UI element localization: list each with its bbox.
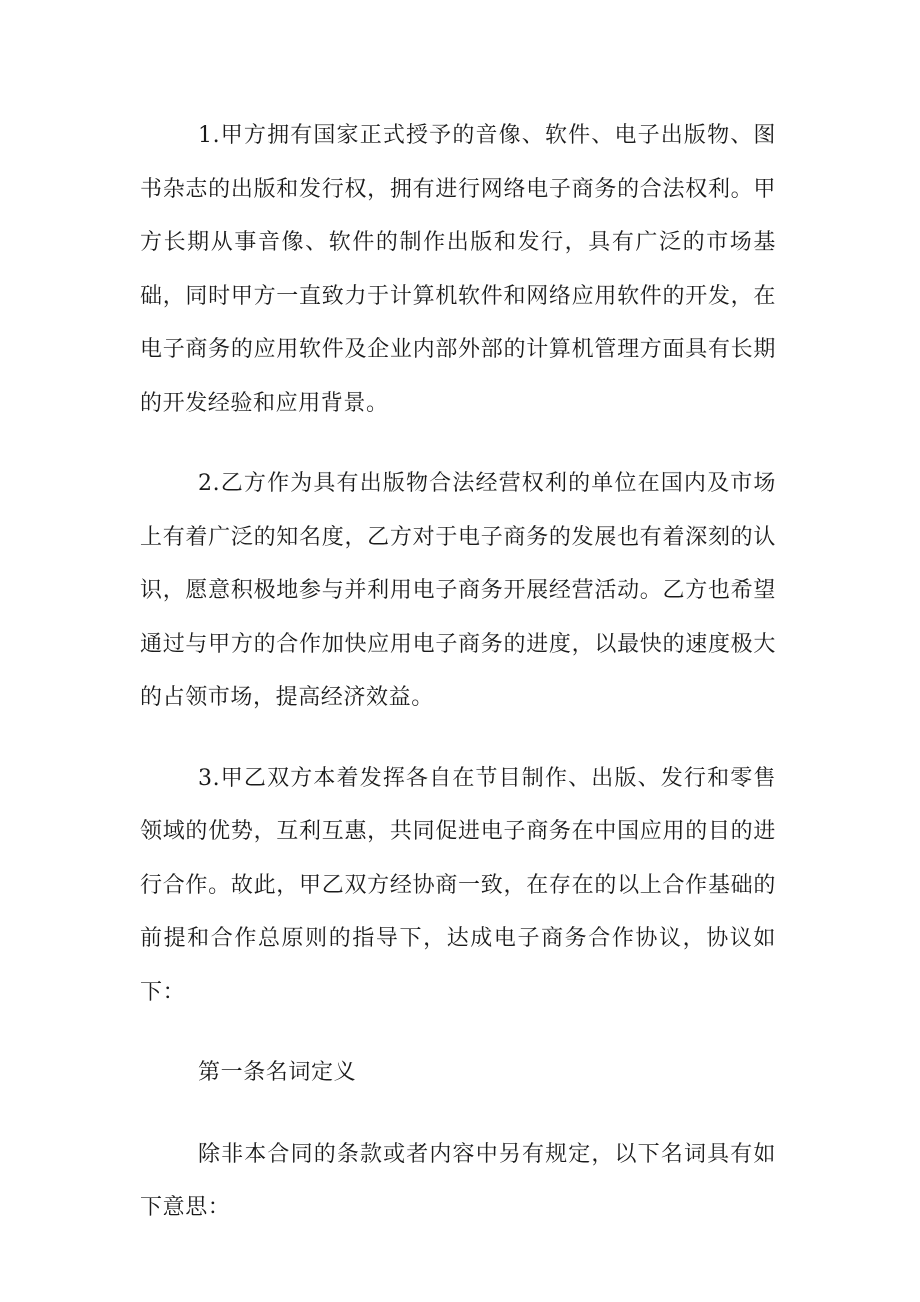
paragraph-cooperation: 3.甲乙双方本着发挥各自在节目制作、出版、发行和零售领域的优势，互利互惠，共同促进电子商务在中国应用的目的进行合作。故此，甲乙双方经协商一致，在存在的以上合作基础的前提和合作总原则的指导下，达成电子商务合作协议，协议如下： [140, 765, 776, 1005]
paragraph-definitions: 除非本合同的条款或者内容中另有规定，以下名词具有如下意思： [140, 1141, 776, 1220]
article-heading: 第一条名词定义 [198, 1060, 357, 1085]
paragraph-party-a: 1.甲方拥有国家正式授予的音像、软件、电子出版物、图书杂志的出版和发行权，拥有进行网络电子商务的合法权利。甲方长期从事音像、软件的制作出版和发行，具有广泛的市场基础，同时甲方一直致力于计算机软件和网络应用软件的开发，在电子商务的应用软件及企业内部外部的计算机管理方面具有长期的开发经验和应用背景。 [140, 123, 776, 416]
document-body [140, 109, 776, 1262]
paragraph-party-b: 2.乙方作为具有出版物合法经营权利的单位在国内及市场上有着广泛的知名度，乙方对于电子商务的发展也有着深刻的认识，愿意积极地参与并利用电子商务开展经营活动。乙方也希望通过与甲方的合作加快应用电子商务的进度，以最快的速度极大的占领市场，提高经济效益。 [140, 471, 776, 710]
